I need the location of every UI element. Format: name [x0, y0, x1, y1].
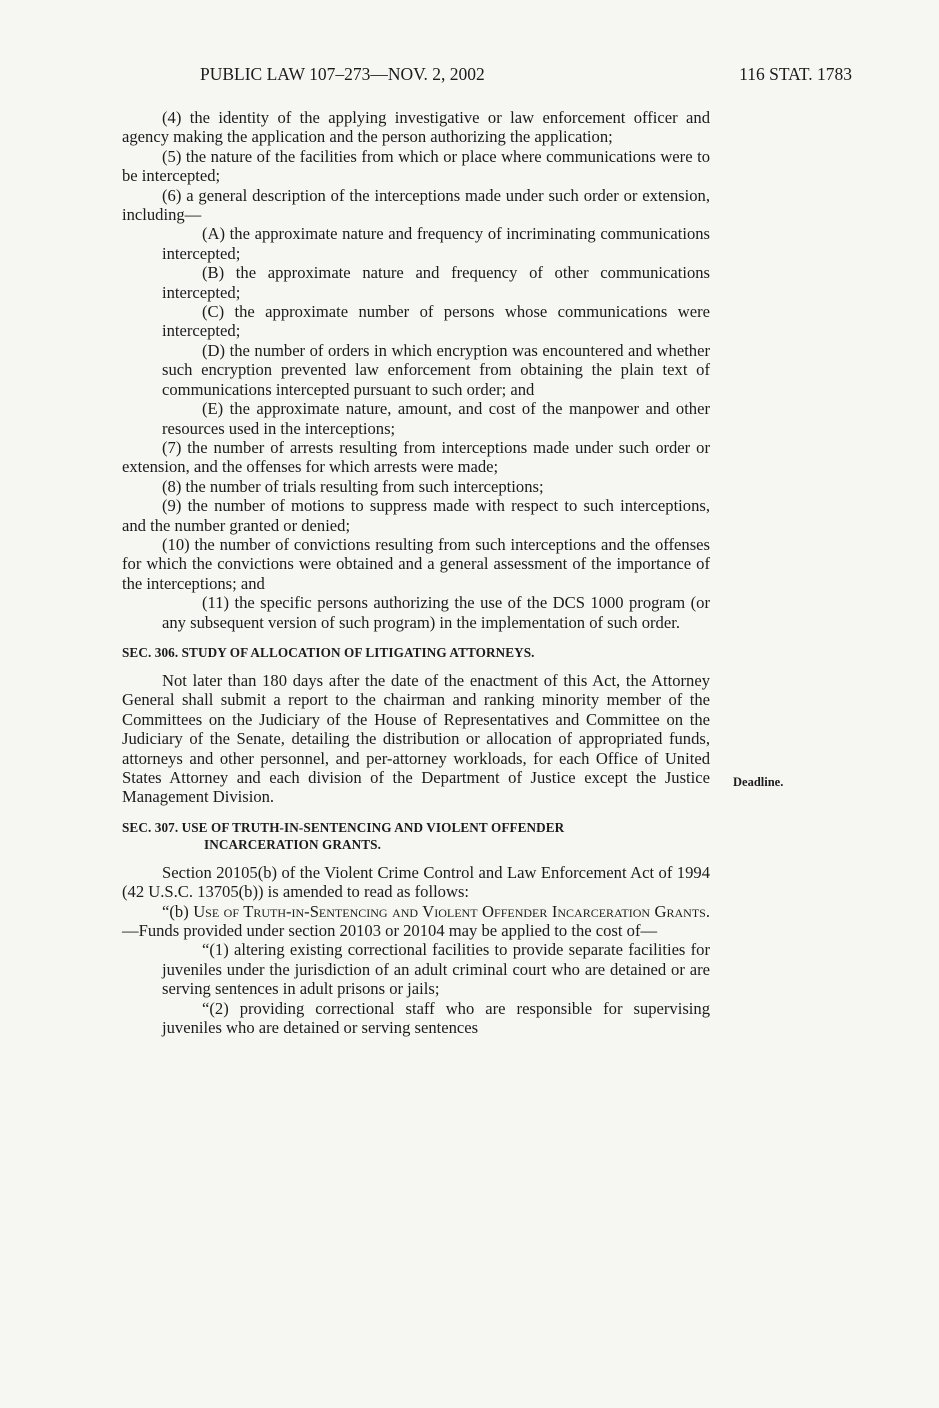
- subparagraph-e: (E) the approximate nature, amount, and cost of the manpower and other resources used in the interceptions;: [162, 399, 710, 438]
- running-header: [200, 63, 852, 85]
- subparagraph-a: (A) the approximate nature and frequency of incriminating communications intercepted;: [162, 224, 710, 263]
- quoted-paragraph-1: “(1) altering existing correctional facilities to provide separate facilities for juveniles under the jurisdiction of an adult criminal court who are detained or are serving sentences in adult prisons or jails;: [162, 940, 710, 999]
- subsection-b: [122, 902, 710, 941]
- quoted-paragraph-2: “(2) providing correctional staff who are responsible for supervising juveniles who are detained or serving sentences: [162, 998, 710, 1038]
- section-306-text: Not later than 180 days after the date of the enactment of this Act, the Attorney General shall submit a report to the chairman and ranking minority member of the Committees on the Judiciary of the House of Representatives and Committee on the Judiciary of the Senate, detailing the distribution or allocation of appropriated funds, attorneys and other personnel, and per-attorney workloads, for each Office of United States Attorney and each division of the Department of Justice except the Justice Management Division.: [122, 670, 710, 807]
- header-citation: PUBLIC LAW 107–273—NOV. 2, 2002: [200, 64, 485, 84]
- section-307-heading: [122, 819, 710, 853]
- paragraph-4: (4) the identity of the applying investigative or law enforcement officer and agency making the application and the person authorizing the application;: [122, 108, 710, 147]
- subsection-b-caption: Use of Truth-in-Sentencing and Violent Offender Incarceration Grants.: [193, 901, 710, 921]
- section-307-heading-line2: INCARCERATION GRANTS.: [204, 836, 381, 852]
- paragraph-6: (6) a general description of the interceptions made under such order or extension, including—: [122, 185, 710, 225]
- paragraph-5: (5) the nature of the facilities from which or place where communications were to be intercepted;: [122, 146, 710, 186]
- document-body: [122, 108, 710, 1037]
- margin-note-deadline: Deadline.: [733, 775, 784, 789]
- header-page-number: 116 STAT. 1783: [739, 64, 852, 84]
- subparagraph-d: (D) the number of orders in which encryption was encountered and whether such encryption prevented law enforcement from obtaining the plain text of communications intercepted pursuant to such order; and: [162, 340, 710, 399]
- subsection-b-prefix: “(b): [162, 901, 194, 921]
- paragraph-8: (8) the number of trials resulting from such interceptions;: [162, 476, 544, 496]
- section-306-heading: SEC. 306. STUDY OF ALLOCATION OF LITIGATING ATTORNEYS.: [122, 644, 535, 660]
- paragraph-7: (7) the number of arrests resulting from interceptions made under such order or extension, and the offenses for which arrests were made;: [122, 437, 710, 477]
- paragraph-9: (9) the number of motions to suppress made with respect to such interceptions, and the number granted or denied;: [122, 496, 710, 535]
- paragraph-11: (11) the specific persons authorizing the use of the DCS 1000 program (or any subsequent version of such program) in the implementation of such order.: [162, 593, 710, 632]
- section-307-intro: Section 20105(b) of the Violent Crime Control and Law Enforcement Act of 1994 (42 U.S.C. 13705(b)) is amended to read as follows:: [122, 862, 710, 902]
- section-307-heading-line1: SEC. 307. USE OF TRUTH-IN-SENTENCING AND VIOLENT OFFENDER: [122, 819, 565, 835]
- subparagraph-c: (C) the approximate number of persons whose communications were intercepted;: [162, 302, 710, 341]
- subparagraph-b: (B) the approximate nature and frequency of other communications intercepted;: [162, 263, 710, 302]
- paragraph-10: (10) the number of convictions resulting from such interceptions and the offenses for which the convictions were obtained and a general assessment of the importance of the interceptions; and: [122, 534, 710, 593]
- subsection-b-text: —Funds provided under section 20103 or 20104 may be applied to the cost of—: [122, 921, 658, 941]
